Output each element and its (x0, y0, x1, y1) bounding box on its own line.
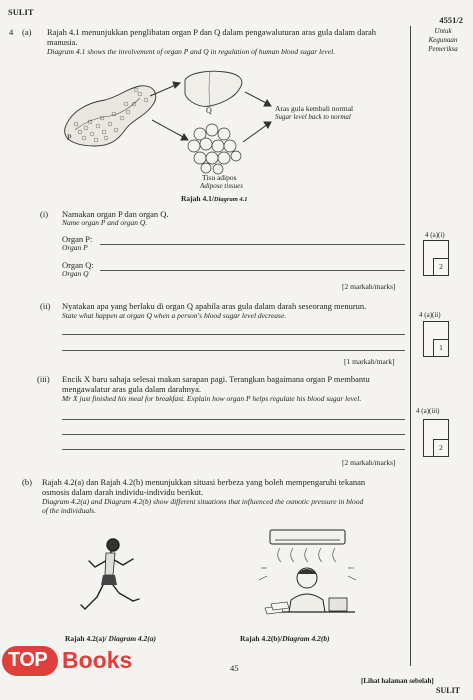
page-number: 45 (230, 663, 239, 673)
part-a-label: (a) (22, 27, 32, 37)
label-back-normal-ms: Aras gula kembali normal (275, 104, 354, 113)
organ-p-label-ms: Organ P: (62, 234, 93, 244)
caption-diagram-4-2a: Rajah 4.2(a)/ Diagram 4.2(a) (65, 634, 157, 643)
part-b-question-en-1: Diagram 4.2(a) and Diagram 4.2(b) show different situations that influenced the osmotic pressure in blood (42, 497, 364, 506)
part-b-question-ms-2: osmosis dalam darah individu-individu berikut. (42, 487, 204, 497)
header-paper-code: 4551/2 (439, 15, 463, 25)
header-sulit: SULIT (8, 7, 34, 17)
sub-iii-number: (iii) (37, 374, 50, 384)
mark-box-iii[interactable] (423, 419, 449, 457)
sub-iii-question-en: Mr X just finished his meal for breakfast. Explain how organ P helps regulate his blood sugar level. (62, 394, 362, 403)
sub-ii-answer-line-2[interactable] (62, 350, 405, 351)
label-adipose-en: Adipose tissues (200, 182, 243, 190)
sub-ii-answer-line-1[interactable] (62, 334, 405, 335)
mark-box-ii-score: 1 (433, 339, 448, 356)
sub-ii-question-en: State what happen at organ Q when a person's blood sugar level decrease. (62, 311, 287, 320)
sub-iii-answer-line-2[interactable] (62, 434, 405, 435)
runner-illustration (75, 535, 170, 630)
q4a-intro-en: Diagram 4.1 shows the involvement of organ P and Q in regulation of human blood sugar level. (47, 47, 336, 56)
sub-iii-question-ms-2: mengawalatur aras gula dalam darahnya. (62, 384, 202, 394)
sub-iii-marks: [2 markah/marks] (342, 458, 396, 467)
part-b-label: (b) (22, 477, 32, 487)
organ-q-answer-line[interactable] (100, 270, 405, 271)
caption-diagram-4-1: Rajah 4.1/Diagram 4.1 (181, 194, 248, 203)
mark-box-ii[interactable] (423, 321, 449, 357)
topbooks-logo (2, 644, 152, 678)
label-organ-q: Q (206, 106, 212, 115)
organ-q-label-en: Organ Q (62, 269, 89, 278)
examiner-column-divider (410, 26, 411, 666)
mark-box-label-iii: 4 (a)(iii) (416, 407, 440, 415)
sub-i-marks: [2 markah/marks] (342, 282, 396, 291)
question-number: 4 (9, 27, 14, 37)
sub-ii-question-ms: Nyatakan apa yang berlaku di organ Q apabila aras gula dalam darah seseorang menurun. (62, 301, 367, 311)
sub-i-number: (i) (40, 209, 49, 219)
label-organ-p: P (67, 133, 72, 142)
office-worker-illustration (245, 528, 370, 628)
examiner-use-label: Untuk Kegunaan Pemeriksa (428, 27, 458, 53)
label-back-normal-en: Sugar level back to normal (275, 113, 351, 121)
organ-p-label-en: Organ P (62, 243, 88, 252)
footer-next-page: [Lihat halaman sebelah] (361, 677, 434, 685)
label-adipose-ms: Tisu adipos (202, 173, 237, 182)
mark-box-i[interactable] (423, 240, 449, 276)
part-b-question-ms-1: Rajah 4.2(a) dan Rajah 4.2(b) menunjukkan situasi berbeza yang boleh mempengaruhi tekanan (42, 477, 366, 487)
sub-iii-answer-line-1[interactable] (62, 419, 405, 420)
logo-top-text: TOP (8, 649, 48, 671)
mark-box-label-ii: 4 (a)(ii) (419, 311, 441, 319)
mark-box-label-i: 4 (a)(i) (425, 231, 445, 239)
sub-ii-number: (ii) (40, 301, 51, 311)
q4a-intro-ms: Rajah 4.1 menunjukkan penglibatan organ P dan Q dalam pengawaluturan aras gula dalam darah manusia. (47, 27, 377, 47)
organ-p-answer-line[interactable] (100, 244, 405, 245)
footer-sulit: SULIT (436, 686, 461, 695)
organ-q-label-ms: Organ Q: (62, 260, 94, 270)
sub-iii-question-ms-1: Encik X baru sahaja selesai makan sarapan pagi. Terangkan bagaimana organ P membantu (62, 374, 370, 384)
logo-books-text: Books (62, 647, 133, 673)
mark-box-iii-score: 2 (433, 439, 448, 456)
sub-ii-marks: [1 markah/mark] (344, 357, 395, 366)
sub-iii-answer-line-3[interactable] (62, 449, 405, 450)
part-b-question-en-2: of the individuals. (42, 506, 96, 515)
caption-diagram-4-2b: Rajah 4.2(b)/Diagram 4.2(b) (240, 634, 330, 643)
sub-i-question-ms: Namakan organ P dan organ Q. (62, 209, 169, 219)
sub-i-question-en: Name organ P and organ Q. (62, 218, 148, 227)
mark-box-i-score: 2 (433, 258, 448, 275)
pancreas-illustration (65, 86, 156, 146)
adipose-tissue-illustration (188, 124, 241, 174)
liver-illustration (185, 71, 242, 106)
